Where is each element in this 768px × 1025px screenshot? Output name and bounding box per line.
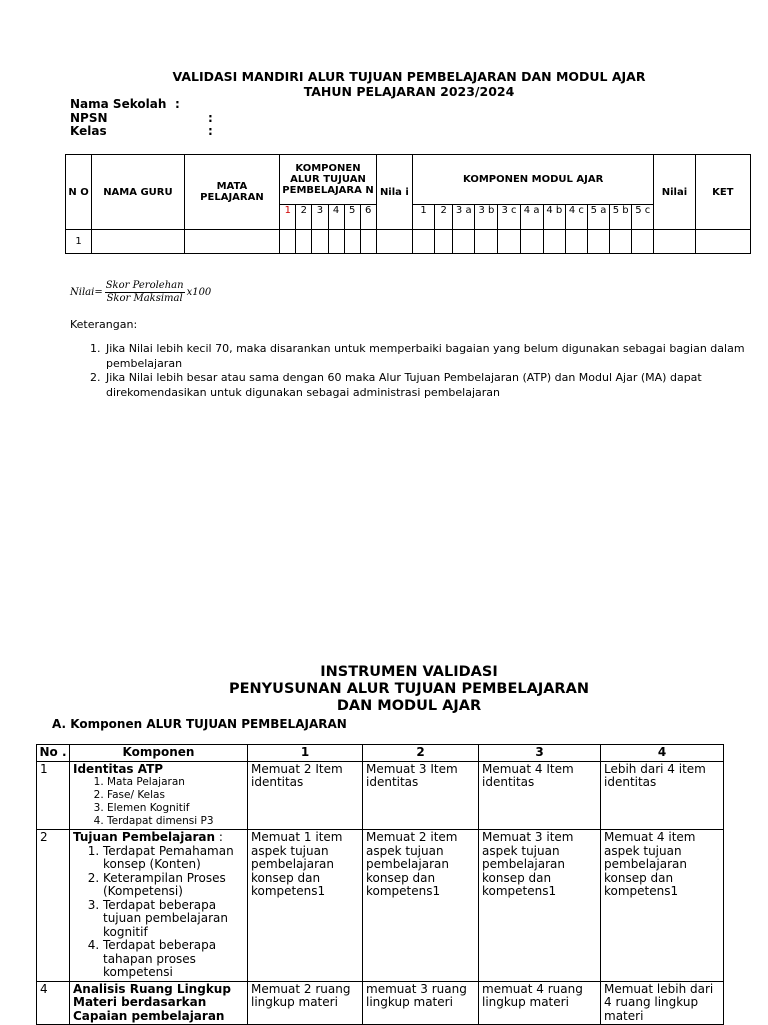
cell-empty [610, 230, 632, 254]
section-heading: A. Komponen ALUR TUJUAN PEMBELAJARAN [52, 717, 347, 731]
keterangan-list [84, 342, 764, 400]
cell-empty [344, 230, 360, 254]
instrumen-title-line-1: INSTRUMEN VALIDASI [320, 664, 498, 680]
modul-sub-4a: 4 a [520, 205, 543, 230]
modul-sub-5b: 5 b [610, 205, 632, 230]
komponen-title: Tujuan Pembelajaran [73, 830, 216, 844]
cell-empty [360, 230, 376, 254]
modul-sub-4b: 4 b [543, 205, 565, 230]
field-colon: : [175, 97, 180, 111]
table-row [37, 830, 724, 982]
atp-sub-5: 5 [344, 205, 360, 230]
modul-sub-3c: 3 c [498, 205, 520, 230]
col-mapel-header: MATA PELAJARAN [184, 155, 280, 230]
score-4-text: Memuat 4 item aspek tujuan pembelajaran konsep dan kompetens1 [601, 830, 724, 982]
header-komponen: Komponen [70, 745, 248, 762]
list-item: 1. Terdapat Pemahaman konsep (Konten) [103, 845, 244, 872]
cell-empty [632, 230, 654, 254]
header-score-1: 1 [248, 745, 363, 762]
komponen-items [73, 845, 244, 980]
cell-empty [328, 230, 344, 254]
list-item: 4. Terdapat beberapa tahapan proses kompetensi [103, 939, 244, 980]
list-item: 2. Fase/ Kelas [107, 789, 244, 802]
instrumen-table [36, 744, 724, 1025]
cell-empty [92, 230, 185, 254]
score-2-text: Memuat 2 item aspek tujuan pembelajaran konsep dan kompetens1 [363, 830, 479, 982]
row-no: 4 [37, 981, 70, 1025]
cell-empty [565, 230, 587, 254]
cell-empty [654, 230, 695, 254]
table-row [37, 761, 724, 830]
modul-sub-5c: 5 c [632, 205, 654, 230]
formula-numerator: Skor Perolehan [105, 280, 184, 291]
header-score-2: 2 [363, 745, 479, 762]
list-item: 1. Mata Pelajaran [107, 776, 244, 789]
score-4-text: Lebih dari 4 item identitas [601, 761, 724, 830]
keterangan-label: Keterangan: [70, 318, 138, 331]
atp-sub-3: 3 [312, 205, 328, 230]
list-item: 3. Terdapat beberapa tujuan pembelajaran kognitif [103, 899, 244, 940]
list-item: 2. Jika Nilai lebih besar atau sama dengan 60 maka Alur Tujuan Pembelajaran (ATP) dan Modul Ajar (MA) dapat direkomendasikan untuk digunakan sebagai administrasi pembelajaran [104, 371, 764, 400]
score-1-text: Memuat 2 ruang lingkup materi [248, 981, 363, 1025]
col-guru-header: NAMA GURU [92, 155, 185, 230]
score-formula [70, 280, 211, 305]
list-item: 4. Terdapat dimensi P3 [107, 815, 244, 828]
title-line-1: VALIDASI MANDIRI ALUR TUJUAN PEMBELAJARAN DAN MODUL AJAR [172, 69, 646, 84]
score-3-text: Memuat 3 item aspek tujuan pembelajaran konsep dan kompetens1 [479, 830, 601, 982]
col-nilai-b-header: Nilai [654, 155, 695, 230]
cell-empty [435, 230, 453, 254]
row-komponen [70, 981, 248, 1025]
cell-empty [695, 230, 750, 254]
formula-equals: = [94, 287, 103, 298]
validation-table [65, 154, 751, 254]
komponen-title: Analisis Ruang Lingkup Materi berdasarkan Capaian pembelajaran [73, 981, 231, 1023]
col-atp-header: KOMPONEN ALUR TUJUAN PEMBELAJARA N [280, 155, 377, 205]
list-item: 1. Jika Nilai lebih kecil 70, maka disarankan untuk memperbaiki bagaian yang belum digunakan sebagai bagian dalam pembelajaran [104, 342, 764, 371]
field-label: Kelas [70, 124, 107, 138]
col-ket-header: KET [695, 155, 750, 230]
header-score-3: 3 [479, 745, 601, 762]
row-komponen [70, 761, 248, 830]
list-item: 3. Elemen Kognitif [107, 802, 244, 815]
identity-fields [70, 98, 213, 139]
modul-sub-1: 1 [412, 205, 434, 230]
col-no-header: N O [66, 155, 92, 230]
row-komponen [70, 830, 248, 982]
cell-empty [296, 230, 312, 254]
score-3-text: memuat 4 ruang lingkup materi [479, 981, 601, 1025]
cell-empty [376, 230, 412, 254]
score-2-text: memuat 3 ruang lingkup materi [363, 981, 479, 1025]
cell-empty [587, 230, 609, 254]
field-nama-sekolah [70, 98, 213, 112]
instrumen-header-row [37, 745, 724, 762]
formula-denominator: Skor Maksimal [106, 293, 183, 304]
table-row [66, 230, 751, 254]
col-nilai-a-header: Nila i [376, 155, 412, 230]
score-3-text: Memuat 4 Item identitas [479, 761, 601, 830]
cell-empty [498, 230, 520, 254]
cell-empty [412, 230, 434, 254]
cell-empty [520, 230, 543, 254]
row-no: 2 [37, 830, 70, 982]
header-row-1 [66, 155, 751, 205]
field-kelas [70, 125, 213, 139]
score-4-text: Memuat lebih dari 4 ruang lingkup materi [601, 981, 724, 1025]
instrumen-title-line-3: DAN MODUL AJAR [336, 698, 482, 714]
header-no: No . [37, 745, 70, 762]
formula-fraction [105, 280, 185, 305]
formula-multiplier: x100 [186, 287, 212, 298]
cell-empty [184, 230, 280, 254]
row-no: 1 [66, 230, 92, 254]
modul-sub-4c: 4 c [565, 205, 587, 230]
field-colon: : [208, 110, 213, 125]
komponen-title: Identitas ATP [73, 761, 164, 776]
title-line-2: TAHUN PELAJARAN 2023/2024 [303, 84, 515, 99]
cell-empty [280, 230, 296, 254]
cell-empty [312, 230, 328, 254]
score-2-text: Memuat 3 Item identitas [363, 761, 479, 830]
cell-empty [453, 230, 475, 254]
instrumen-title [0, 664, 768, 715]
komponen-title-suffix: : [215, 830, 223, 844]
instrumen-title-line-2: PENYUSUNAN ALUR TUJUAN PEMBELAJARAN [229, 681, 589, 697]
cell-empty [543, 230, 565, 254]
atp-sub-2: 2 [296, 205, 312, 230]
document-title [0, 69, 768, 99]
row-no: 1 [37, 761, 70, 830]
atp-sub-6: 6 [360, 205, 376, 230]
atp-sub-4: 4 [328, 205, 344, 230]
header-score-4: 4 [601, 745, 724, 762]
field-colon: : [208, 124, 213, 138]
list-item: 2. Keterampilan Proses (Kompetensi) [103, 872, 244, 899]
table-row [37, 981, 724, 1025]
field-npsn [70, 112, 213, 126]
modul-sub-2: 2 [435, 205, 453, 230]
col-modul-header: KOMPONEN MODUL AJAR [412, 155, 653, 205]
field-label: NPSN [70, 110, 108, 125]
modul-sub-3a: 3 a [453, 205, 475, 230]
komponen-items [73, 776, 244, 828]
score-1-text: Memuat 2 Item identitas [248, 761, 363, 830]
modul-sub-5a: 5 a [587, 205, 609, 230]
atp-sub-1: 1 [280, 205, 296, 230]
field-label: Nama Sekolah [70, 97, 167, 111]
modul-sub-3b: 3 b [475, 205, 498, 230]
score-1-text: Memuat 1 item aspek tujuan pembelajaran konsep dan kompetens1 [248, 830, 363, 982]
formula-lhs: Nilai [70, 287, 95, 298]
cell-empty [475, 230, 498, 254]
